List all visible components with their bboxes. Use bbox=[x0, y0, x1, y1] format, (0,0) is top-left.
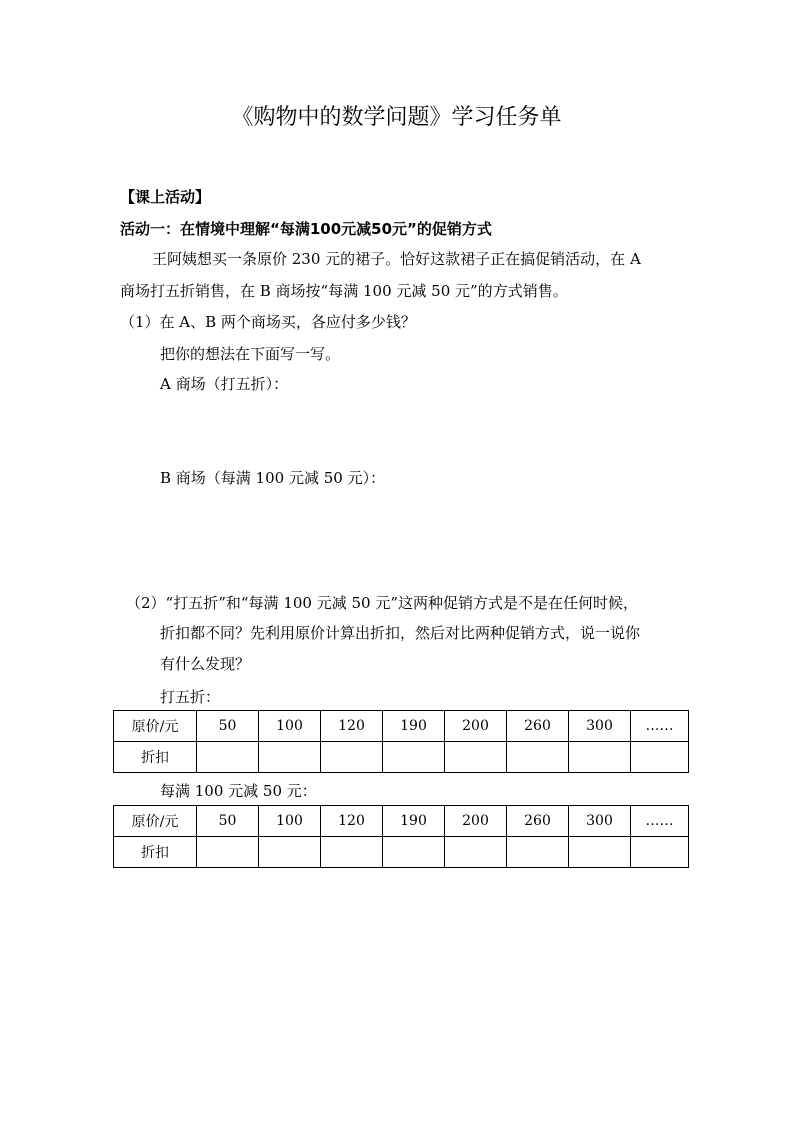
price-cell: 50 bbox=[197, 711, 259, 742]
store-b-label: B 商场（每满 100 元减 50 元）： bbox=[160, 469, 386, 487]
price-cell: 120 bbox=[321, 806, 383, 837]
price-cell: 100 bbox=[259, 806, 321, 837]
discount-cell[interactable] bbox=[507, 742, 569, 773]
price-cell: 300 bbox=[569, 806, 631, 837]
discount-cell[interactable] bbox=[569, 742, 631, 773]
price-cell: 200 bbox=[445, 711, 507, 742]
discount-cell[interactable] bbox=[197, 837, 259, 868]
discount-cell[interactable] bbox=[383, 837, 445, 868]
question-2-line-1: （2）“打五折”和“每满 100 元减 50 元”这两种促销方式是不是在任何时候， bbox=[126, 594, 639, 612]
intro-line-1: 王阿姨想买一条原价 230 元的裙子。恰好这款裙子正在搞促销活动，在 A bbox=[152, 250, 641, 268]
table1-label: 打五折： bbox=[160, 688, 221, 706]
table-row bbox=[114, 742, 689, 773]
question-2-line-2: 折扣都不同？先利用原价计算出折扣，然后对比两种促销方式，说一说你 bbox=[160, 624, 641, 642]
discount-cell[interactable] bbox=[445, 742, 507, 773]
price-cell: …… bbox=[631, 806, 689, 837]
row-header: 折扣 bbox=[114, 837, 197, 868]
store-a-label: A 商场（打五折）： bbox=[160, 375, 289, 393]
discount-cell[interactable] bbox=[445, 837, 507, 868]
row-header: 原价/元 bbox=[114, 711, 197, 742]
table-row bbox=[114, 837, 689, 868]
price-cell: 50 bbox=[197, 806, 259, 837]
section-heading: 【课上活动】 bbox=[120, 188, 211, 206]
discount-cell[interactable] bbox=[259, 742, 321, 773]
full-reduction-table bbox=[113, 805, 689, 868]
discount-cell[interactable] bbox=[321, 837, 383, 868]
table-row bbox=[114, 806, 689, 837]
price-cell: 120 bbox=[321, 711, 383, 742]
price-cell: 190 bbox=[383, 806, 445, 837]
discount-cell[interactable] bbox=[569, 837, 631, 868]
price-cell: 260 bbox=[507, 711, 569, 742]
question-1: （1）在 A、B 两个商场买，各应付多少钱？ bbox=[120, 313, 416, 331]
row-header: 折扣 bbox=[114, 742, 197, 773]
discount-cell[interactable] bbox=[631, 837, 689, 868]
activity-heading: 活动一：在情境中理解“每满100元减50元”的促销方式 bbox=[120, 220, 492, 238]
table2-label: 每满 100 元减 50 元： bbox=[160, 782, 317, 800]
discount-cell[interactable] bbox=[321, 742, 383, 773]
discount-cell[interactable] bbox=[259, 837, 321, 868]
price-cell: 260 bbox=[507, 806, 569, 837]
price-cell: 100 bbox=[259, 711, 321, 742]
price-cell: 200 bbox=[445, 806, 507, 837]
discount-cell[interactable] bbox=[631, 742, 689, 773]
question-2-line-3: 有什么发现？ bbox=[160, 655, 251, 673]
discount-cell[interactable] bbox=[507, 837, 569, 868]
price-cell: 190 bbox=[383, 711, 445, 742]
price-cell: 300 bbox=[569, 711, 631, 742]
discount-cell[interactable] bbox=[197, 742, 259, 773]
intro-line-2: 商场打五折销售，在 B 商场按“每满 100 元减 50 元”的方式销售。 bbox=[120, 282, 568, 300]
table-row bbox=[114, 711, 689, 742]
question-1-hint: 把你的想法在下面写一写。 bbox=[160, 345, 341, 363]
page-title: 《购物中的数学问题》学习任务单 bbox=[231, 105, 562, 130]
price-cell: …… bbox=[631, 711, 689, 742]
discount-cell[interactable] bbox=[383, 742, 445, 773]
row-header: 原价/元 bbox=[114, 806, 197, 837]
half-price-table bbox=[113, 710, 689, 773]
